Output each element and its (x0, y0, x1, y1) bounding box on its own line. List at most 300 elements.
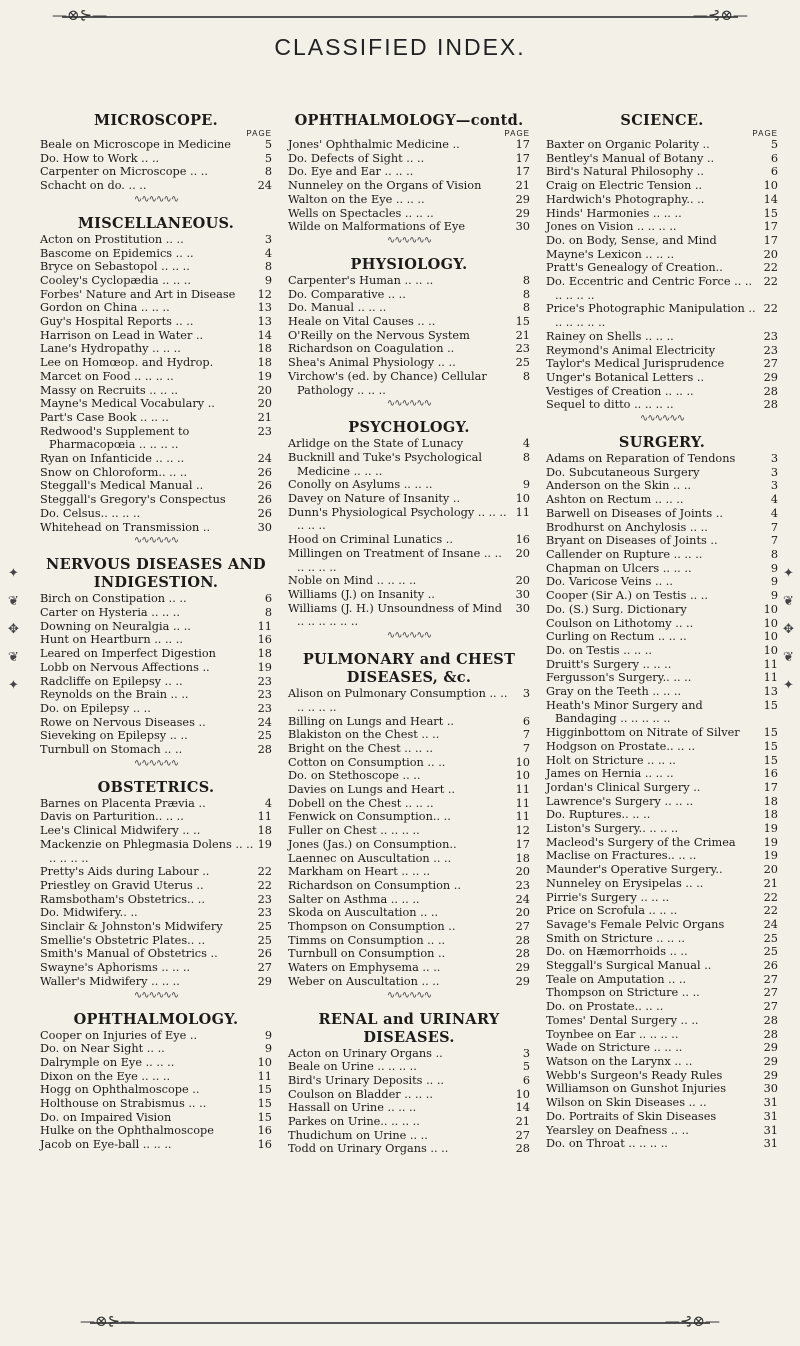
entry-page-number: 19 (257, 837, 272, 851)
entry-title: Downing on Neuralgia .. .. (40, 619, 191, 633)
entry-page-number: 19 (763, 835, 778, 849)
index-entry (288, 687, 530, 714)
entry-title: Watson on the Larynx .. .. (546, 1055, 693, 1068)
entry-page-number: 22 (763, 890, 778, 904)
entry-title: Davis on Parturition.. .. .. (40, 810, 184, 824)
index-section (288, 1011, 530, 1157)
entry-title: Holthouse on Strabismus .. .. (40, 1097, 207, 1111)
entry-title: Forbes' Nature and Art in Disease (40, 287, 236, 301)
entry-title: Do. Midwifery.. .. (40, 906, 138, 920)
entry-title: Jones (Jas.) on Consumption.. (288, 837, 457, 851)
index-entry (546, 248, 778, 262)
entry-page-number: 27 (763, 986, 778, 1000)
entry-title: Hinds' Harmonies .. .. .. (546, 206, 682, 220)
entry-title: Davies on Lungs and Heart .. (288, 783, 456, 797)
entry-page-number: 8 (522, 369, 530, 383)
entry-title: Jones on Vision .. .. .. .. (546, 220, 677, 234)
entry-page-number: 9 (770, 575, 778, 589)
index-entry (40, 138, 272, 152)
entry-title: Waters on Emphysema .. .. (288, 961, 441, 975)
entry-title: Dalrymple on Eye .. .. .. (40, 1055, 175, 1069)
entry-title: Do. on Stethoscope .. .. (288, 769, 421, 783)
index-entry (40, 1124, 272, 1138)
entry-page-number: 6 (522, 1073, 530, 1087)
entry-page-number: 9 (264, 1042, 272, 1056)
section-title: NERVOUS DISEASES AND INDIGESTION. (46, 556, 266, 592)
index-entry (288, 329, 530, 343)
entry-page-number: 3 (522, 1046, 530, 1060)
entry-title: Bryce on Sebastopol .. .. .. (40, 260, 190, 274)
entry-page-number: 10 (515, 1087, 530, 1101)
index-entry (546, 863, 778, 877)
entry-title: Druitt's Surgery .. .. .. (546, 657, 672, 671)
entry-title: Markham on Heart .. .. .. (288, 865, 431, 879)
index-entry (546, 207, 778, 221)
index-entry (40, 165, 272, 179)
index-entry (288, 742, 530, 756)
entry-title: Ramsbotham's Obstetrics.. .. (40, 892, 205, 906)
entry-page-number: 5 (264, 151, 272, 165)
entry-page-number: 7 (522, 728, 530, 742)
page-column-heading: PAGE (504, 129, 530, 138)
section-divider: ∿∿∿∿∿∿ (386, 398, 432, 410)
entry-page-number: 15 (763, 753, 778, 767)
entry-title: Bird's Natural Philosophy .. (546, 165, 704, 179)
index-section (40, 1011, 272, 1152)
index-entry (546, 398, 778, 412)
entry-page-number: 20 (515, 865, 530, 879)
section-title: OBSTETRICS. (97, 778, 215, 796)
index-entry (40, 479, 272, 493)
index-entry (288, 810, 530, 824)
entry-title: Harrison on Lead in Water .. (40, 328, 204, 342)
index-entry (288, 947, 530, 961)
index-entry (40, 493, 272, 507)
entry-page-number: 25 (763, 945, 778, 959)
index-entry (40, 1138, 272, 1152)
index-entry (546, 548, 778, 562)
entry-page-number: 28 (763, 384, 778, 398)
entry-title: Bird's Urinary Deposits .. .. (288, 1073, 445, 1087)
index-section (546, 434, 778, 1151)
section-divider: ∿∿∿∿∿∿ (386, 630, 432, 642)
entry-page-number: 23 (763, 329, 778, 343)
index-entry (40, 824, 272, 838)
index-entry (40, 906, 272, 920)
index-entry (546, 344, 778, 358)
entry-page-number: 20 (763, 863, 778, 877)
entry-title: Hardwich's Photography.. .. (546, 192, 705, 206)
index-entry (40, 975, 272, 989)
entry-page-number: 15 (257, 1097, 272, 1111)
entry-title: Liston's Surgery.. .. .. .. (546, 822, 679, 836)
entry-page-number: 24 (257, 715, 272, 729)
index-entry (546, 1096, 778, 1110)
entry-title: Williams (J.) on Insanity .. (288, 587, 435, 601)
entry-page-number: 24 (257, 179, 272, 193)
entry-page-number: 18 (257, 647, 272, 661)
entry-title: Richardson on Consumption .. (288, 878, 461, 892)
page-column-heading: PAGE (752, 129, 778, 138)
index-entry (288, 1047, 530, 1061)
entry-page-number: 22 (763, 261, 778, 275)
index-entry (40, 716, 272, 730)
entry-title: Wells on Spectacles .. .. .. (288, 206, 434, 220)
entry-page-number: 17 (515, 151, 530, 165)
entry-title: Coulson on Bladder .. .. .. (288, 1087, 433, 1101)
entry-title: Do. Varicose Veins .. .. (546, 575, 673, 589)
entry-title: Skoda on Auscultation .. .. (288, 906, 439, 920)
index-entry (546, 986, 778, 1000)
entry-title: Thudichum on Urine .. .. (288, 1128, 428, 1142)
index-entry (40, 1042, 272, 1056)
entry-page-number: 27 (763, 357, 778, 371)
entry-page-number: 26 (257, 947, 272, 961)
index-entry (40, 397, 272, 411)
entry-page-number: 9 (770, 561, 778, 575)
entry-page-number: 8 (264, 605, 272, 619)
index-entry (546, 152, 778, 166)
entry-title: Do. Eccentric and Centric Force .. .. .. .. .. .. (546, 275, 753, 302)
bottom-border-rule (90, 1322, 710, 1324)
top-left-ornament: —⊗⊱— (52, 6, 108, 24)
entry-title: Maunder's Operative Surgery.. (546, 863, 723, 877)
entry-title: Todd on Urinary Organs .. .. (288, 1142, 449, 1156)
index-entry (288, 1088, 530, 1102)
entry-page-number: 23 (763, 343, 778, 357)
index-entry (40, 247, 272, 261)
index-section (40, 112, 272, 207)
index-entry (40, 466, 272, 480)
entry-title: Cooper on Injuries of Eye .. (40, 1028, 198, 1042)
entry-page-number: 21 (515, 1115, 530, 1129)
index-entry (546, 877, 778, 891)
entry-title: Hodgson on Prostate.. .. .. (546, 739, 696, 753)
index-entry (288, 934, 530, 948)
index-entry (546, 275, 778, 302)
entry-title: Noble on Mind .. .. .. .. (288, 574, 417, 588)
index-entry (288, 547, 530, 574)
index-entry (288, 879, 530, 893)
entry-page-number: 11 (763, 671, 778, 685)
index-entry (546, 959, 778, 973)
index-entry (40, 384, 272, 398)
index-entry (546, 630, 778, 644)
entry-title: Lobb on Nervous Affections .. (40, 660, 210, 674)
entry-page-number: 30 (515, 220, 530, 234)
entry-page-number: 24 (763, 917, 778, 931)
entry-page-number: 5 (264, 138, 272, 151)
entry-title: Acton on Urinary Organs .. (288, 1046, 443, 1060)
entry-page-number: 18 (257, 824, 272, 838)
entry-title: Unger's Botanical Letters .. (546, 370, 705, 384)
index-entry (40, 425, 272, 452)
entry-title: Brodhurst on Anchylosis .. .. (546, 520, 708, 534)
index-entry (288, 602, 530, 629)
entry-title: Timms on Consumption .. .. (288, 933, 446, 947)
entry-page-number: 3 (770, 452, 778, 466)
entry-page-number: 4 (770, 493, 778, 507)
entry-title: Williams (J. H.) Unsoundness of Mind .. .. .. .. .. .. (288, 601, 502, 629)
index-section (288, 256, 530, 411)
entry-title: Webb's Surgeon's Ready Rules (546, 1068, 723, 1082)
entry-page-number: 18 (763, 808, 778, 822)
index-entry (288, 756, 530, 770)
page-title: CLASSIFIED INDEX. (274, 34, 526, 60)
entry-page-number: 15 (257, 1083, 272, 1097)
entry-title: Marcet on Food .. .. .. .. (40, 369, 174, 383)
entry-title: Williamson on Gunshot Injuries (546, 1082, 727, 1096)
entry-title: Thompson on Stricture .. .. (546, 986, 700, 1000)
entry-page-number: 29 (515, 974, 530, 988)
index-entry (546, 479, 778, 493)
entry-page-number: 31 (763, 1096, 778, 1110)
entry-title: Snow on Chloroform.. .. .. (40, 465, 188, 479)
entry-page-number: 4 (264, 246, 272, 260)
entry-title: Turnbull on Stomach .. .. (40, 743, 183, 757)
entry-title: Birch on Constipation .. .. (40, 592, 187, 606)
index-entry (288, 1074, 530, 1088)
index-entry (288, 370, 530, 397)
index-section (288, 112, 530, 248)
index-entry (40, 1097, 272, 1111)
entry-title: Lee's Clinical Midwifery .. .. (40, 824, 201, 838)
entry-page-number: 31 (763, 1137, 778, 1151)
index-entry (546, 493, 778, 507)
entry-title: Do. on Prostate.. .. .. (546, 1000, 664, 1014)
index-entry (546, 671, 778, 685)
entry-page-number: 30 (515, 587, 530, 601)
entry-title: Davey on Nature of Insanity .. (288, 492, 461, 506)
index-entry (546, 138, 778, 152)
entry-title: Turnbull on Consumption .. (288, 947, 446, 961)
index-entry (40, 274, 272, 288)
index-section (288, 651, 530, 1002)
bottom-left-ornament: —⊗⊱— (80, 1312, 136, 1330)
index-entry (546, 945, 778, 959)
entry-title: Laennec on Auscultation .. .. (288, 851, 452, 865)
entry-title: Heale on Vital Causes .. .. (288, 315, 436, 329)
entry-page-number: 19 (257, 660, 272, 674)
entry-title: Curling on Rectum .. .. .. (546, 630, 687, 644)
entry-page-number: 25 (763, 931, 778, 945)
index-entry (288, 865, 530, 879)
entry-page-number: 27 (515, 1128, 530, 1142)
entry-title: Bucknill and Tuke's Psychological Medicine .. .. .. (288, 450, 482, 478)
entry-page-number: 28 (763, 1013, 778, 1027)
index-entry (40, 647, 272, 661)
entry-title: Wade on Stricture .. .. .. (546, 1041, 683, 1055)
entry-title: Beale on Urine .. .. .. .. (288, 1060, 417, 1074)
entry-title: Do. Portraits of Skin Diseases (546, 1109, 717, 1123)
entry-title: Do. on Throat .. .. .. .. (546, 1137, 668, 1151)
index-entry (40, 315, 272, 329)
entry-page-number: 17 (515, 837, 530, 851)
entry-page-number: 14 (257, 328, 272, 342)
section-title: PULMONARY and CHEST DISEASES, &c. (302, 651, 516, 687)
section-divider: ∿∿∿∿∿∿ (639, 413, 685, 425)
index-entry (288, 506, 530, 533)
index-entry (546, 1082, 778, 1096)
entry-page-number: 28 (515, 933, 530, 947)
entry-page-number: 28 (763, 398, 778, 412)
entry-title: Cooley's Cyclopædia .. .. .. (40, 273, 191, 287)
index-entry (288, 274, 530, 288)
entry-title: Fenwick on Consumption.. .. (288, 810, 451, 824)
entry-title: Steggall's Medical Manual .. (40, 479, 204, 493)
entry-page-number: 23 (257, 674, 272, 688)
entry-page-number: 14 (763, 192, 778, 206)
entry-title: Part's Case Book .. .. .. (40, 410, 169, 424)
section-divider: ∿∿∿∿∿∿ (386, 989, 432, 1001)
index-entry (546, 1000, 778, 1014)
entry-page-number: 13 (763, 685, 778, 699)
index-entry (546, 836, 778, 850)
index-entry (546, 575, 778, 589)
index-entry (546, 822, 778, 836)
entry-title: Anderson on the Skin .. .. (546, 479, 691, 493)
index-entry (288, 893, 530, 907)
entry-title: Reynolds on the Brain .. .. (40, 688, 189, 702)
entry-page-number: 25 (257, 729, 272, 743)
index-entry (288, 1101, 530, 1115)
entry-title: Nunneley on the Organs of Vision (288, 179, 482, 193)
entry-page-number: 8 (522, 287, 530, 301)
entry-page-number: 24 (515, 892, 530, 906)
index-column-3 (546, 112, 778, 1159)
index-entry (288, 906, 530, 920)
entry-page-number: 11 (515, 810, 530, 824)
entry-page-number: 19 (763, 822, 778, 836)
entry-page-number: 26 (257, 506, 272, 520)
entry-title: Salter on Asthma .. .. .. (288, 892, 420, 906)
index-entry (546, 617, 778, 631)
entry-page-number: 10 (763, 630, 778, 644)
index-entry (40, 452, 272, 466)
entry-page-number: 29 (763, 1041, 778, 1055)
entry-title: Coulson on Lithotomy .. .. (546, 616, 694, 630)
entry-title: Hunt on Heartburn .. .. .. (40, 633, 183, 647)
index-entry (288, 437, 530, 451)
index-entry (288, 193, 530, 207)
entry-page-number: 17 (763, 220, 778, 234)
entry-page-number: 11 (515, 796, 530, 810)
index-entry (546, 973, 778, 987)
entry-page-number: 21 (515, 328, 530, 342)
entry-title: Massy on Recruits .. .. .. (40, 383, 179, 397)
section-divider: ∿∿∿∿∿∿ (133, 535, 179, 547)
index-entry (288, 728, 530, 742)
entry-page-number: 10 (515, 755, 530, 769)
entry-title: Blakiston on the Chest .. .. (288, 728, 440, 742)
entry-page-number: 23 (515, 878, 530, 892)
entry-page-number: 9 (770, 589, 778, 603)
entry-page-number: 23 (257, 906, 272, 920)
entry-title: Yearsley on Deafness .. .. (546, 1123, 689, 1137)
index-entry (288, 301, 530, 315)
section-title: MICROSCOPE. (93, 112, 218, 129)
entry-title: Steggall's Surgical Manual .. (546, 959, 712, 973)
index-entry (546, 1110, 778, 1124)
section-title: PHYSIOLOGY. (350, 255, 468, 273)
entry-title: Do. on Body, Sense, and Mind (546, 233, 717, 247)
entry-title: Smellie's Obstetric Plates.. .. (40, 933, 206, 947)
index-entry (40, 934, 272, 948)
entry-title: Parkes on Urine.. .. .. .. (288, 1115, 420, 1129)
entry-page-number: 10 (515, 492, 530, 506)
index-entry (288, 342, 530, 356)
entry-title: Mayne's Medical Vocabulary .. (40, 397, 215, 411)
entry-title: Wilde on Malformations of Eye (288, 220, 466, 234)
bottom-right-ornament: —⊰⊗— (664, 1312, 720, 1330)
entry-title: Do. on Impaired Vision (40, 1110, 172, 1124)
section-title: PSYCHOLOGY. (348, 419, 470, 437)
entry-page-number: 27 (763, 1000, 778, 1014)
entry-page-number: 8 (522, 301, 530, 315)
index-entry (288, 783, 530, 797)
entry-page-number: 26 (763, 959, 778, 973)
entry-title: Barwell on Diseases of Joints .. (546, 506, 723, 520)
entry-title: Weber on Auscultation .. .. (288, 974, 440, 988)
entry-title: Walton on the Eye .. .. .. (288, 192, 425, 206)
entry-page-number: 23 (515, 342, 530, 356)
entry-title: Alison on Pulmonary Consumption .. .. .. .. .. .. (288, 687, 508, 714)
entry-title: Do. on Testis .. .. .. (546, 643, 652, 657)
section-divider: ∿∿∿∿∿∿ (133, 989, 179, 1001)
index-entry (546, 534, 778, 548)
entry-title: Do. Manual .. .. .. (288, 301, 387, 315)
index-entry (40, 152, 272, 166)
entry-page-number: 22 (257, 865, 272, 879)
entry-title: Hulke on the Ophthalmoscope (40, 1124, 214, 1138)
index-entry (546, 1041, 778, 1055)
index-entry (288, 838, 530, 852)
entry-page-number: 3 (770, 479, 778, 493)
entry-title: Do. Eye and Ear .. .. .. (288, 165, 414, 179)
index-entry (40, 606, 272, 620)
index-entry (288, 152, 530, 166)
entry-title: Tomes' Dental Surgery .. .. (546, 1013, 699, 1027)
entry-page-number: 10 (763, 643, 778, 657)
index-entry (546, 193, 778, 207)
index-entry (546, 932, 778, 946)
index-entry (40, 661, 272, 675)
index-entry (288, 961, 530, 975)
entry-page-number: 8 (522, 273, 530, 287)
entry-title: Price on Scrofula .. .. .. (546, 904, 678, 918)
index-entry (546, 685, 778, 699)
entry-page-number: 29 (763, 1068, 778, 1082)
entry-page-number: 3 (264, 232, 272, 246)
entry-title: Heath's Minor Surgery and Bandaging .. .. .. .. .. (546, 698, 703, 726)
entry-title: Dobell on the Chest .. .. .. (288, 796, 434, 810)
entry-page-number: 11 (257, 619, 272, 633)
entry-page-number: 31 (763, 1123, 778, 1137)
index-entry (288, 1060, 530, 1074)
entry-page-number: 15 (515, 315, 530, 329)
entry-page-number: 14 (515, 1101, 530, 1115)
index-entry (40, 879, 272, 893)
section-title: RENAL and URINARY DISEASES. (318, 1010, 500, 1046)
entry-title: Do. Subcutaneous Surgery (546, 465, 700, 479)
index-entry (40, 342, 272, 356)
entry-page-number: 12 (257, 287, 272, 301)
entry-title: James on Hernia .. .. .. (546, 767, 674, 781)
entry-page-number: 31 (763, 1109, 778, 1123)
entry-page-number: 18 (515, 851, 530, 865)
index-column-2 (288, 112, 530, 1164)
entry-page-number: 20 (515, 574, 530, 588)
